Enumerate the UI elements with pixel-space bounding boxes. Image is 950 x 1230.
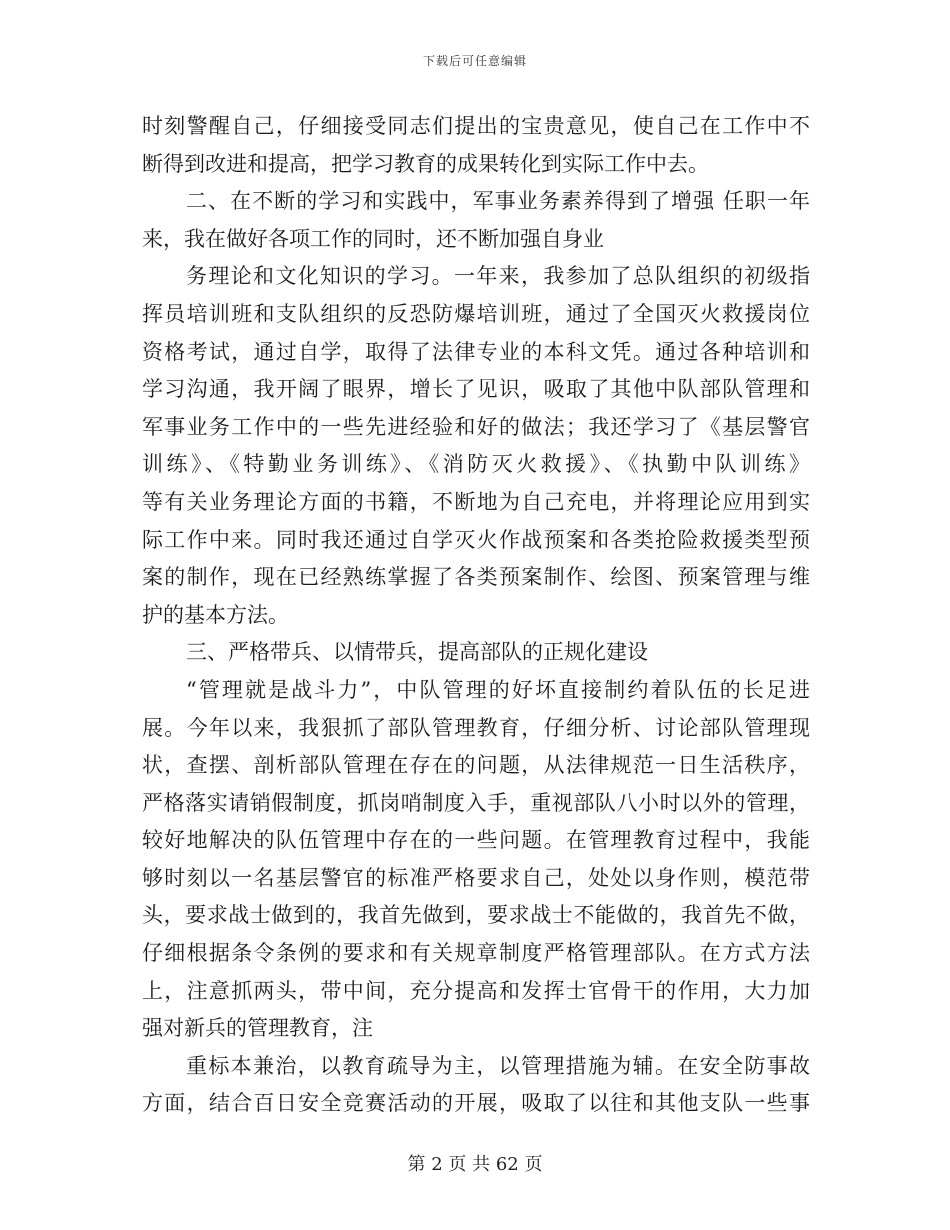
text-line: 挥员培训班和支队组织的反恐防爆培训班，通过了全国灭火救援岗位 (142, 301, 810, 326)
text-line: 展。今年以来，我狠抓了部队管理教育，仔细分析、讨论部队管理现 (142, 715, 810, 740)
text-line: 断得到改进和提高，把学习教育的成果转化到实际工作中去。 (142, 151, 709, 176)
text-line: 际工作中来。同时我还通过自学灭火作战预案和各类抢险救援类型预 (142, 527, 810, 552)
text-line: 等有关业务理论方面的书籍，不断地为自己充电，并将理论应用到实 (142, 489, 810, 514)
text-line: 方面，结合百日安全竞赛活动的开展，吸取了以往和其他支队一些事 (142, 1091, 810, 1116)
text-line: 学习沟通，我开阔了眼界，增长了见识，吸取了其他中队部队管理和 (142, 377, 810, 402)
text-line: 二、在不断的学习和实践中，军事业务素养得到了增强 任职一年 (186, 189, 810, 214)
text-line: 时刻警醒自己，仔细接受同志们提出的宝贵意见，使自己在工作中不 (142, 114, 810, 138)
text-line: 护的基本方法。 (142, 602, 289, 627)
text-line: 上，注意抓两头，带中间，充分提高和发挥士官骨干的作用，大力加 (142, 978, 810, 1003)
text-line: 训练》、《特勤业务训练》、《消防灭火救援》、《执勤中队训练》 (142, 452, 810, 477)
document-body (142, 108, 810, 1123)
text-line: “管理就是战斗力”，中队管理的好坏直接制约着队伍的长足进 (186, 677, 810, 702)
text-line: 头，要求战士做到的，我首先做到，要求战士不能做的，我首先不做， (142, 903, 810, 928)
text-line: 强对新兵的管理教育，注 (142, 1016, 373, 1041)
text-line: 状，查摆、剖析部队管理在存在的问题，从法律规范一日生活秩序， (142, 753, 810, 778)
text-line: 案的制作，现在已经熟练掌握了各类预案制作、绘图、预案管理与维 (142, 565, 810, 590)
text-line: 资格考试，通过自学，取得了法律专业的本科文凭。通过各种培训和 (142, 339, 810, 364)
text-line: 来，我在做好各项工作的同时，还不断加强自身业 (142, 226, 604, 251)
page-footer: 第 2 页 共 62 页 (407, 1154, 543, 1175)
text-line: 较好地解决的队伍管理中存在的一些问题。在管理教育过程中，我能 (142, 828, 810, 853)
page-header: 下载后可任意编辑 (422, 54, 527, 68)
text-line: 军事业务工作中的一些先进经验和好的做法；我还学习了《基层警官 (142, 414, 810, 439)
text-line: 严格落实请销假制度，抓岗哨制度入手，重视部队八小时以外的管理， (142, 790, 810, 815)
text-line: 三、严格带兵、以情带兵，提高部队的正规化建设 (186, 640, 648, 665)
text-line: 够时刻以一名基层警官的标准严格要求自己，处处以身作则，模范带 (142, 865, 810, 890)
text-line: 仔细根据条令条例的要求和有关规章制度严格管理部队。在方式方法 (142, 941, 810, 966)
text-line: 重标本兼治，以教育疏导为主，以管理措施为辅。在安全防事故 (186, 1053, 810, 1078)
text-line: 务理论和文化知识的学习。一年来，我参加了总队组织的初级指 (186, 264, 810, 289)
